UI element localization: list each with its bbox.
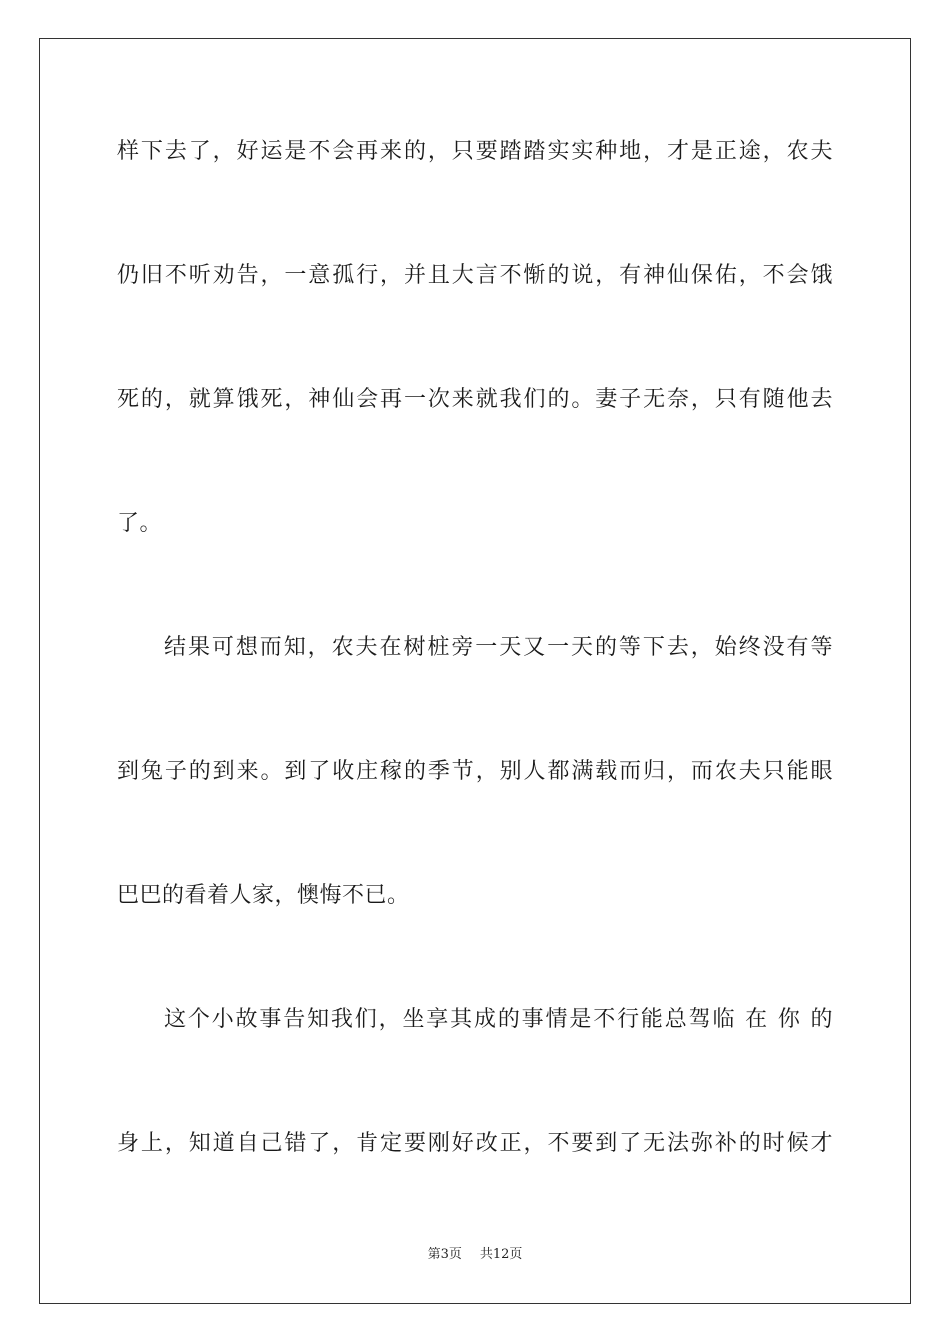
page-number: 第3页 (427, 1247, 462, 1262)
page-footer (0, 1246, 950, 1264)
text-line-5: 结果可想而知，农夫在树桩旁一天又一天的等下去，始终没有等 (164, 635, 833, 660)
text-line-9: 身上，知道自己错了，肯定要刚好改正，不要到了无法弥补的时候才 (117, 1131, 833, 1156)
text-line-8: 这个小故事告知我们，坐享其成的事情是不行能总驾临 在 你 的 (164, 1007, 833, 1032)
text-line-2: 仍旧不听劝告，一意孤行，并且大言不惭的说，有神仙保佑，不会饿 (117, 263, 833, 288)
text-line-7: 巴巴的看着人家，懊悔不已。 (117, 883, 410, 908)
text-line-3: 死的，就算饿死，神仙会再一次来就我们的。妻子无奈，只有随他去 (117, 387, 833, 412)
page-total: 共12页 (479, 1247, 523, 1262)
page-border (39, 38, 911, 1304)
text-line-4: 了。 (117, 511, 163, 536)
text-line-6: 到兔子的到来。到了收庄稼的季节，别人都满载而归，而农夫只能眼 (117, 759, 833, 784)
text-line-1: 样下去了，好运是不会再来的，只要踏踏实实种地，才是正途，农夫 (117, 139, 833, 164)
